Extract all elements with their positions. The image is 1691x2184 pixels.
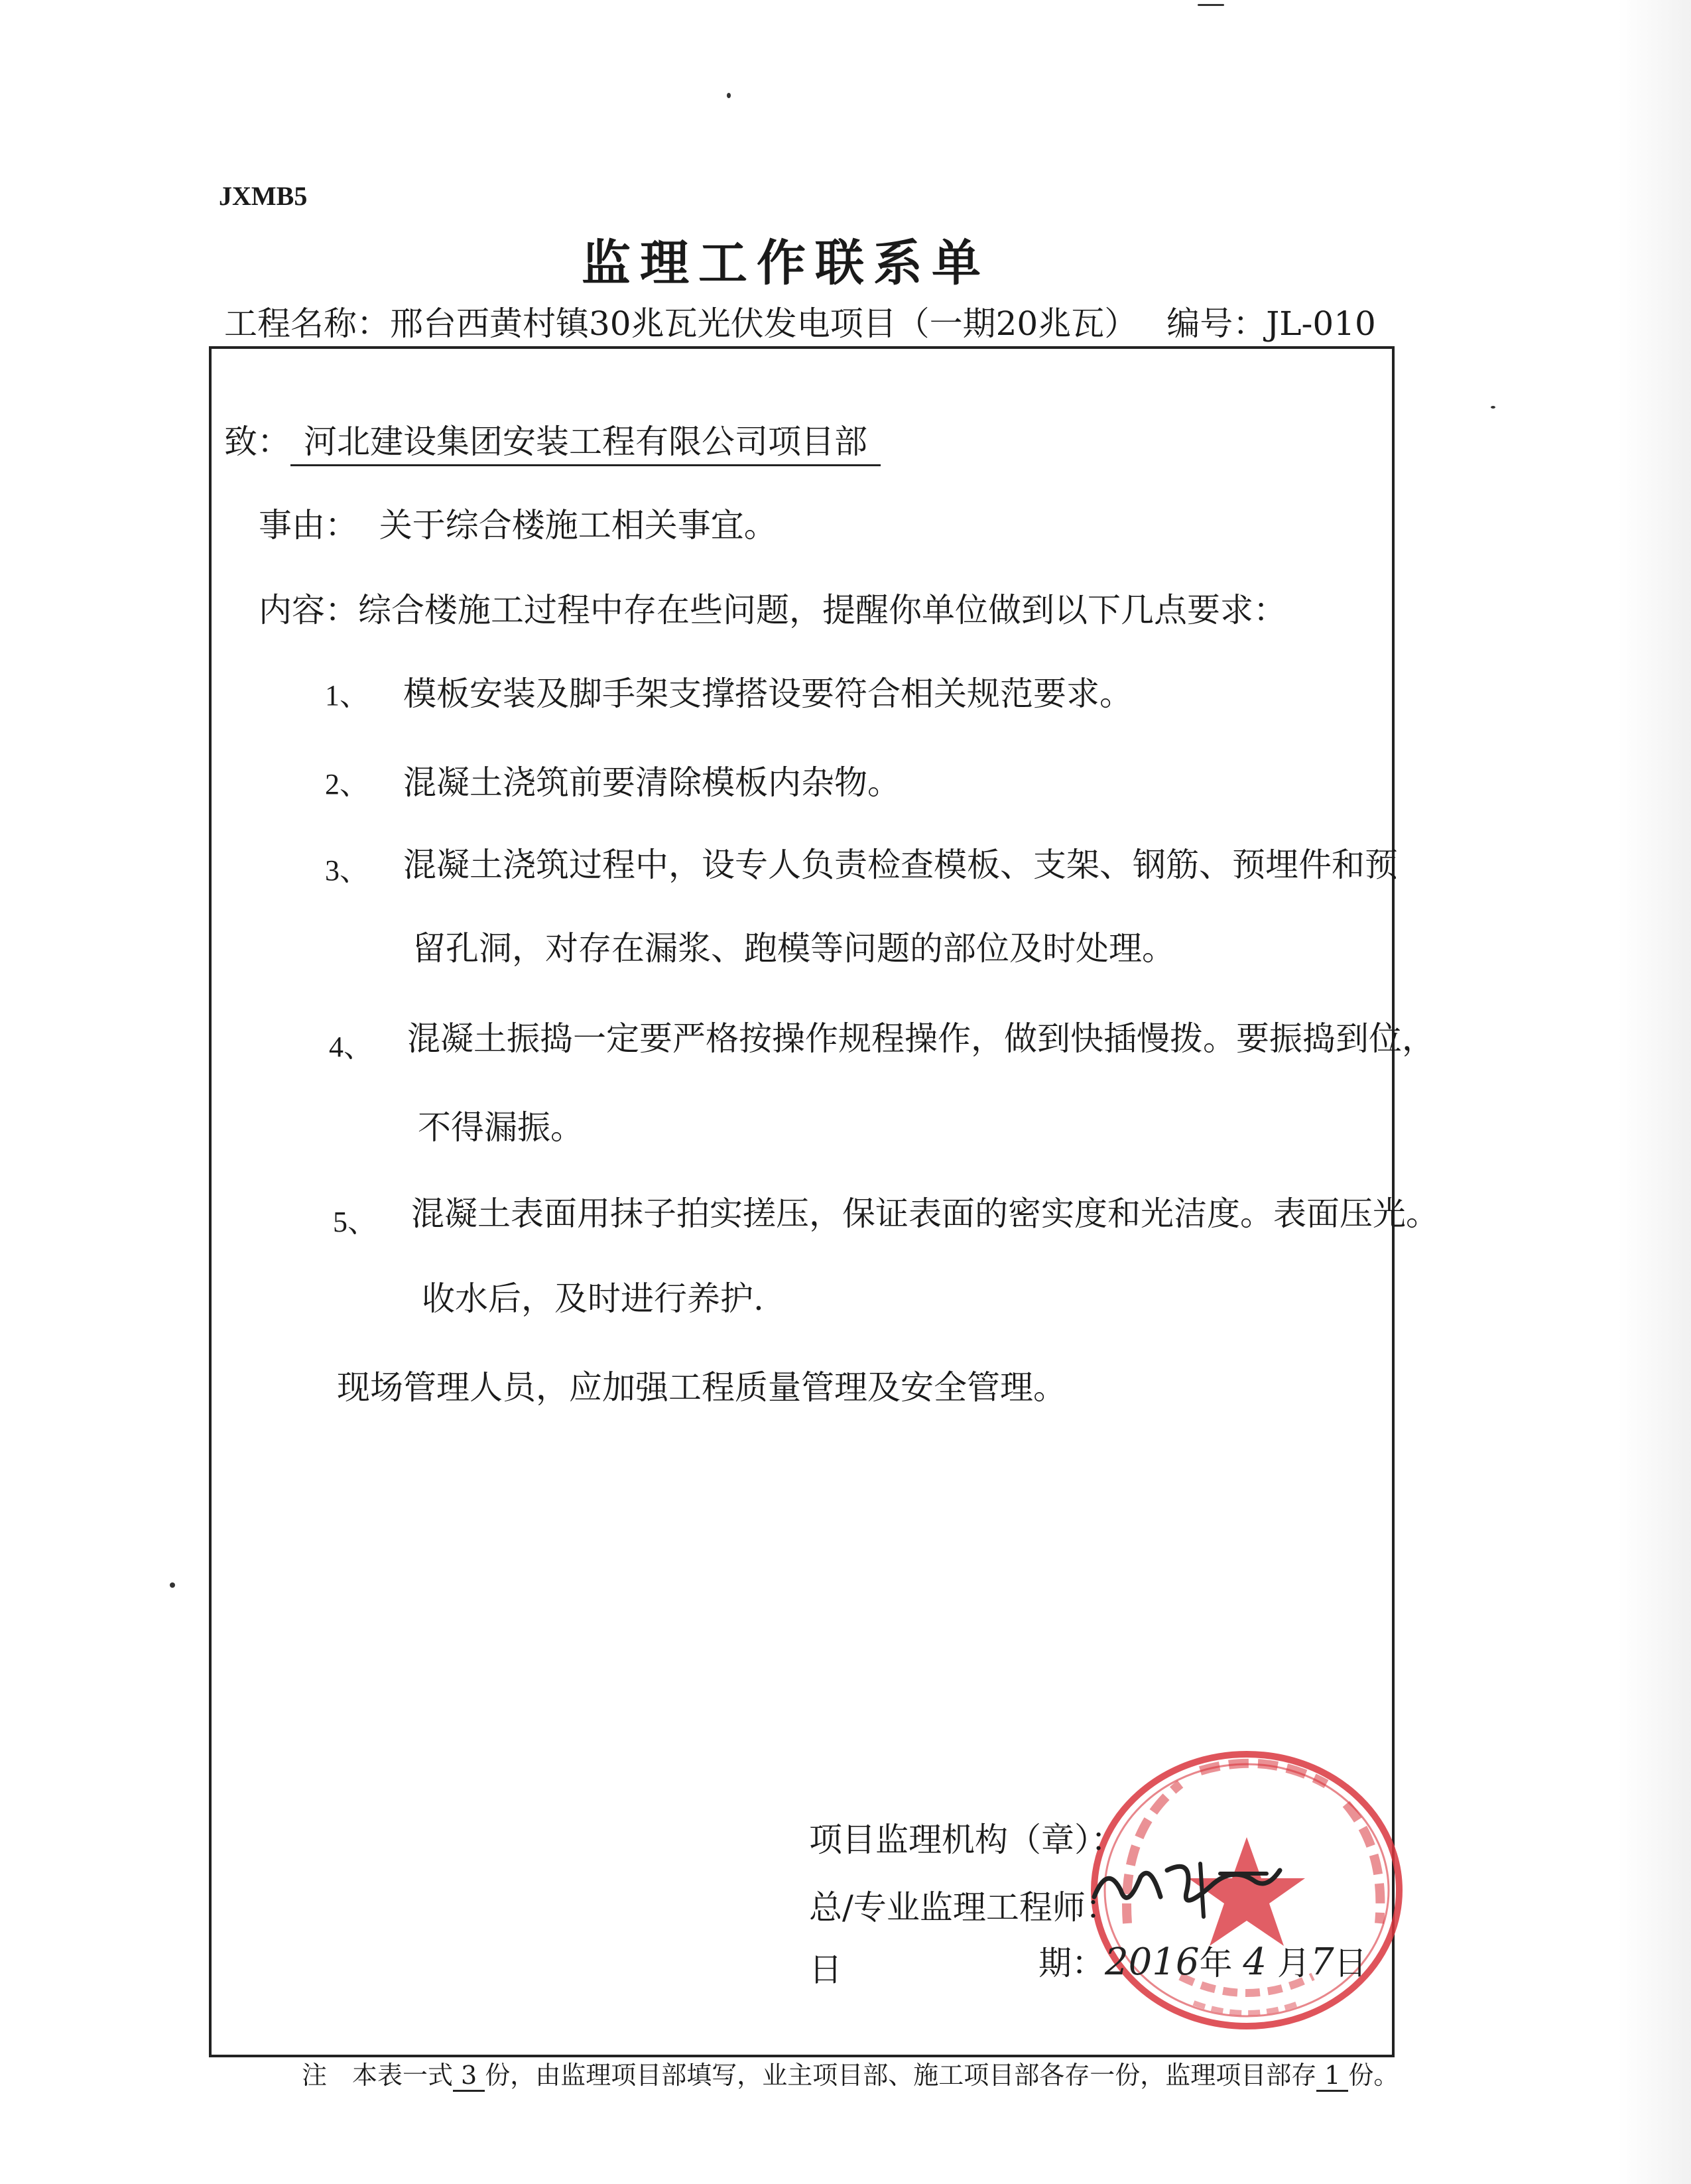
- copies-kept: 1: [1316, 2061, 1348, 2092]
- document-title: 监理工作联系单: [582, 235, 990, 292]
- item-text: 混凝土表面用抹子拍实搓压，保证表面的密实度和光洁度。表面压光。: [411, 1194, 1439, 1233]
- date-month: 4: [1243, 1941, 1267, 1984]
- number-value: JL-010: [1266, 304, 1376, 343]
- item-text-continued: 收水后，及时进行养护.: [422, 1279, 764, 1318]
- item-text: 混凝土浇筑前要清除模板内杂物。: [403, 763, 901, 802]
- recipient-line: [224, 415, 881, 466]
- project-name: 邢台西黄村镇30兆瓦光伏发电项目（一期20兆瓦）: [390, 304, 1138, 343]
- engineer-label: 总/专业监理工程师：: [809, 1888, 1119, 1927]
- scan-speck: [1198, 4, 1224, 6]
- item-text: 混凝土浇筑过程中，设专人负责检查模板、支架、钢筋、预埋件和预: [403, 846, 1398, 884]
- item-text: 混凝土振捣一定要严格按操作规程操作，做到快插慢拨。要振捣到位，: [407, 1019, 1435, 1058]
- content-intro-line: [259, 584, 1286, 631]
- item-number: 4、: [329, 1031, 373, 1063]
- date-line: [1038, 1937, 1367, 1984]
- handwritten-signature: [1088, 1850, 1286, 1923]
- date-label-char: 日: [809, 1951, 842, 1989]
- day-label: 日: [1334, 1944, 1367, 1982]
- scan-speck: [170, 1582, 175, 1588]
- footer-middle: 份，由监理项目部填写，业主项目部、施工项目部各存一份，监理项目部存: [485, 2061, 1317, 2090]
- subject-value: 关于综合楼施工相关事宜。: [379, 506, 777, 545]
- footer-prefix: 注 本表一式: [302, 2061, 454, 2090]
- recipient-value: 河北建设集团安装工程有限公司项目部: [290, 415, 881, 466]
- project-label: 工程名称：: [224, 304, 390, 343]
- footer-note: [302, 2055, 1399, 2092]
- item-text-continued: 留孔洞，对存在漏浆、跑模等问题的部位及时处理。: [412, 929, 1175, 968]
- scan-edge-shadow: [1618, 0, 1691, 2184]
- item-number: 2、: [325, 768, 369, 801]
- item-text: 模板安装及脚手架支撑搭设要符合相关规范要求。: [403, 674, 1133, 713]
- date-day: 7: [1310, 1941, 1334, 1984]
- scan-speck: [727, 93, 731, 98]
- footer-suffix: 份。: [1348, 2061, 1399, 2090]
- number-label: 编号：: [1166, 304, 1267, 343]
- date-year: 2016: [1105, 1941, 1200, 1984]
- subject-label: 事由：: [259, 506, 358, 545]
- recipient-label: 致：: [224, 422, 290, 461]
- form-code: JXMB5: [219, 181, 308, 211]
- item-number: 3、: [325, 854, 369, 887]
- date-label: 期：: [1038, 1944, 1105, 1982]
- item-text-continued: 不得漏振。: [418, 1108, 584, 1147]
- closing-remark: 现场管理人员，应加强工程质量管理及安全管理。: [337, 1368, 1066, 1407]
- month-label: 月: [1277, 1944, 1310, 1982]
- subject-line: [259, 499, 777, 546]
- supervision-org-label: 项目监理机构（章）：: [809, 1821, 1124, 1859]
- content-label: 内容：: [259, 591, 358, 629]
- project-line: [224, 297, 1376, 345]
- year-label: 年: [1199, 1944, 1233, 1982]
- item-number: 5、: [333, 1206, 377, 1238]
- content-intro: 综合楼施工过程中存在些问题，提醒你单位做到以下几点要求：: [358, 591, 1286, 629]
- scan-speck: [1491, 406, 1495, 409]
- copies-total: 3: [453, 2061, 485, 2092]
- item-number: 1、: [325, 679, 369, 712]
